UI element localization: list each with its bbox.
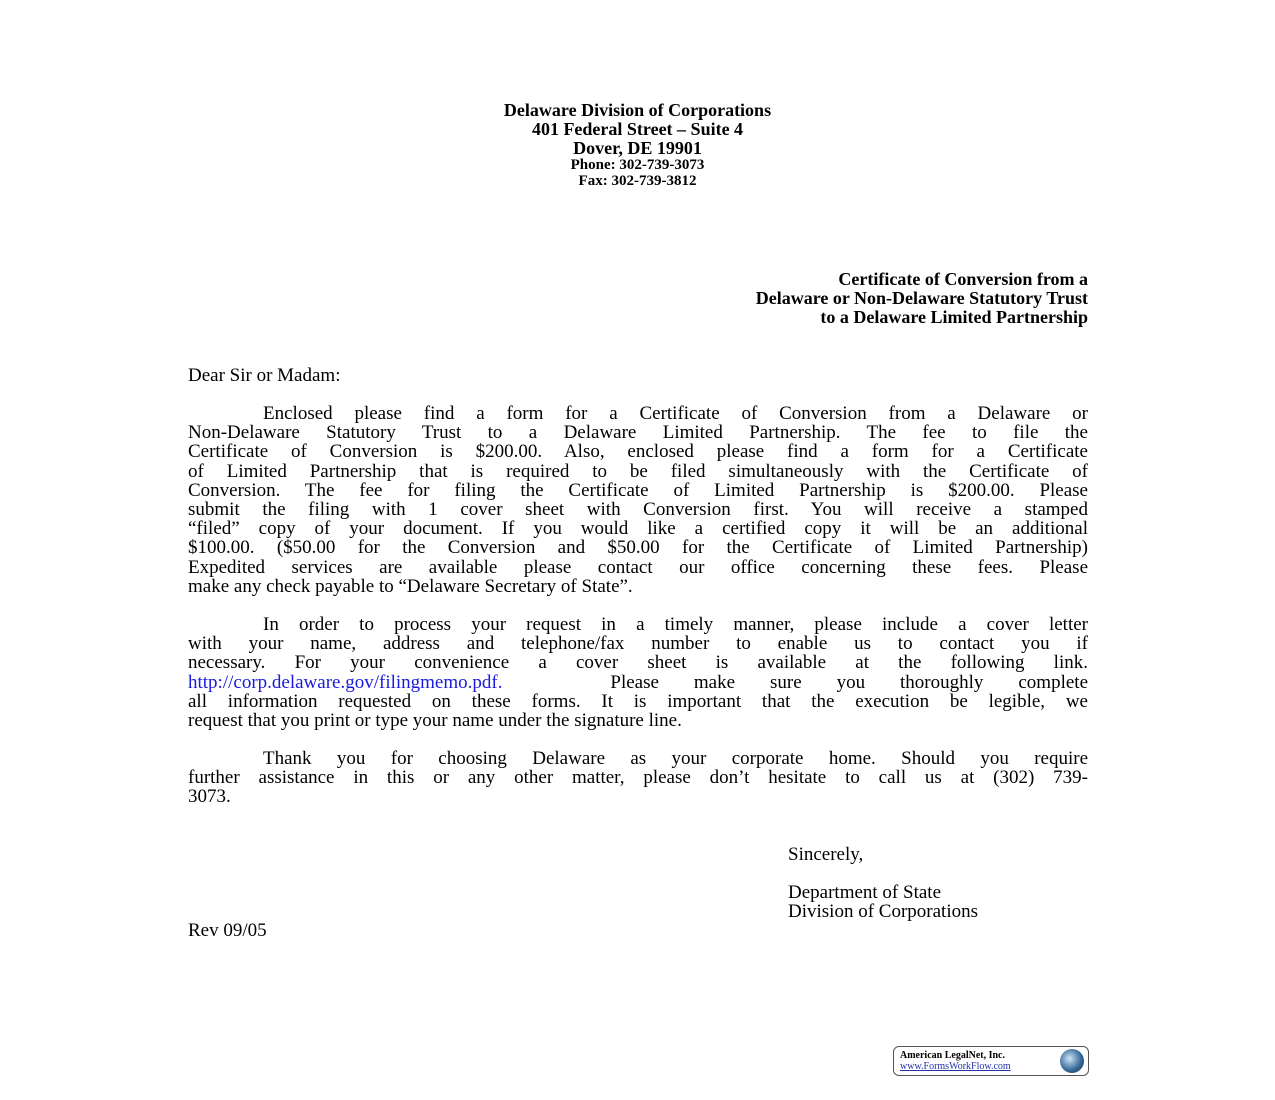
- paragraph-line: “filed” copy of your document. If you would like a certified copy it will be an additional: [188, 518, 1088, 540]
- paragraph-line: 3073.: [188, 786, 231, 808]
- badge-company: American LegalNet, Inc.: [900, 1050, 1005, 1061]
- paragraph-line: Non-Delaware Statutory Trust to a Delaware Limited Partnership. The fee to file the: [188, 422, 1088, 444]
- paragraph-line: [188, 673, 1088, 692]
- salutation: Dear Sir or Madam:: [188, 365, 341, 386]
- city-address: Dover, DE 19901: [573, 138, 702, 158]
- closing-division: Division of Corporations: [788, 901, 978, 922]
- paragraph-line: necessary. For your convenience a cover sheet is available at the following link.: [188, 652, 1088, 674]
- paragraph-line: Enclosed please find a form for a Certificate of Conversion from a Delaware or: [263, 403, 1088, 424]
- org-name: Delaware Division of Corporations: [503, 100, 772, 120]
- paragraph-line: Certificate of Conversion is $200.00. Also, enclosed please find a form for a Certificate: [188, 441, 1088, 463]
- paragraph-line: $100.00. ($50.00 for the Conversion and $50.00 for the Certificate of Limited Partnership): [188, 537, 1088, 559]
- globe-logo-icon: [1060, 1049, 1084, 1073]
- closing-sincerely: Sincerely,: [788, 844, 864, 865]
- paragraph-line: In order to process your request in a timely manner, please include a cover letter: [263, 614, 1088, 635]
- title-line: to a Delaware Limited Partnership: [820, 307, 1088, 327]
- paragraph-line: all information requested on these forms. It is important that the execution be legible, we: [188, 690, 1088, 712]
- title-line: Delaware or Non-Delaware Statutory Trust: [755, 288, 1088, 308]
- footer-badge: [893, 1046, 1089, 1076]
- paragraph-line: submit the filing with 1 cover sheet with Conversion first. You will receive a stamped: [188, 499, 1088, 520]
- paragraph-line: Expedited services are available please contact our office concerning these fees. Please: [188, 556, 1088, 578]
- badge-url-link[interactable]: www.FormsWorkFlow.com: [900, 1061, 1011, 1072]
- phone-number: Phone: 302-739-3073: [570, 157, 705, 173]
- paragraph-line: further assistance in this or any other matter, please don’t hesitate to call us at (302) 739-: [188, 767, 1088, 789]
- street-address: 401 Federal Street – Suite 4: [531, 119, 744, 139]
- paragraph-line: request that you print or type your name under the signature line.: [188, 710, 682, 731]
- fax-number: Fax: 302-739-3812: [578, 173, 697, 189]
- paragraph-line: with your name, address and telephone/fax number to enable us to contact you if: [188, 633, 1088, 655]
- closing-department: Department of State: [788, 882, 942, 903]
- paragraph-text: Please make sure you thoroughly complete: [610, 671, 1089, 693]
- paragraph-line: Thank you for choosing Delaware as your corporate home. Should you require: [263, 748, 1088, 769]
- filing-memo-link[interactable]: http://corp.delaware.gov/filingmemo.pdf.: [188, 671, 503, 693]
- paragraph-line: of Limited Partnership that is required to be filed simultaneously with the Certificate of: [188, 460, 1088, 482]
- paragraph-line: make any check payable to “Delaware Secretary of State”.: [188, 575, 633, 597]
- paragraph-line: Conversion. The fee for filing the Certificate of Limited Partnership is $200.00. Please: [188, 479, 1088, 501]
- revision-label: Rev 09/05: [188, 920, 267, 941]
- title-line: Certificate of Conversion from a: [838, 269, 1088, 289]
